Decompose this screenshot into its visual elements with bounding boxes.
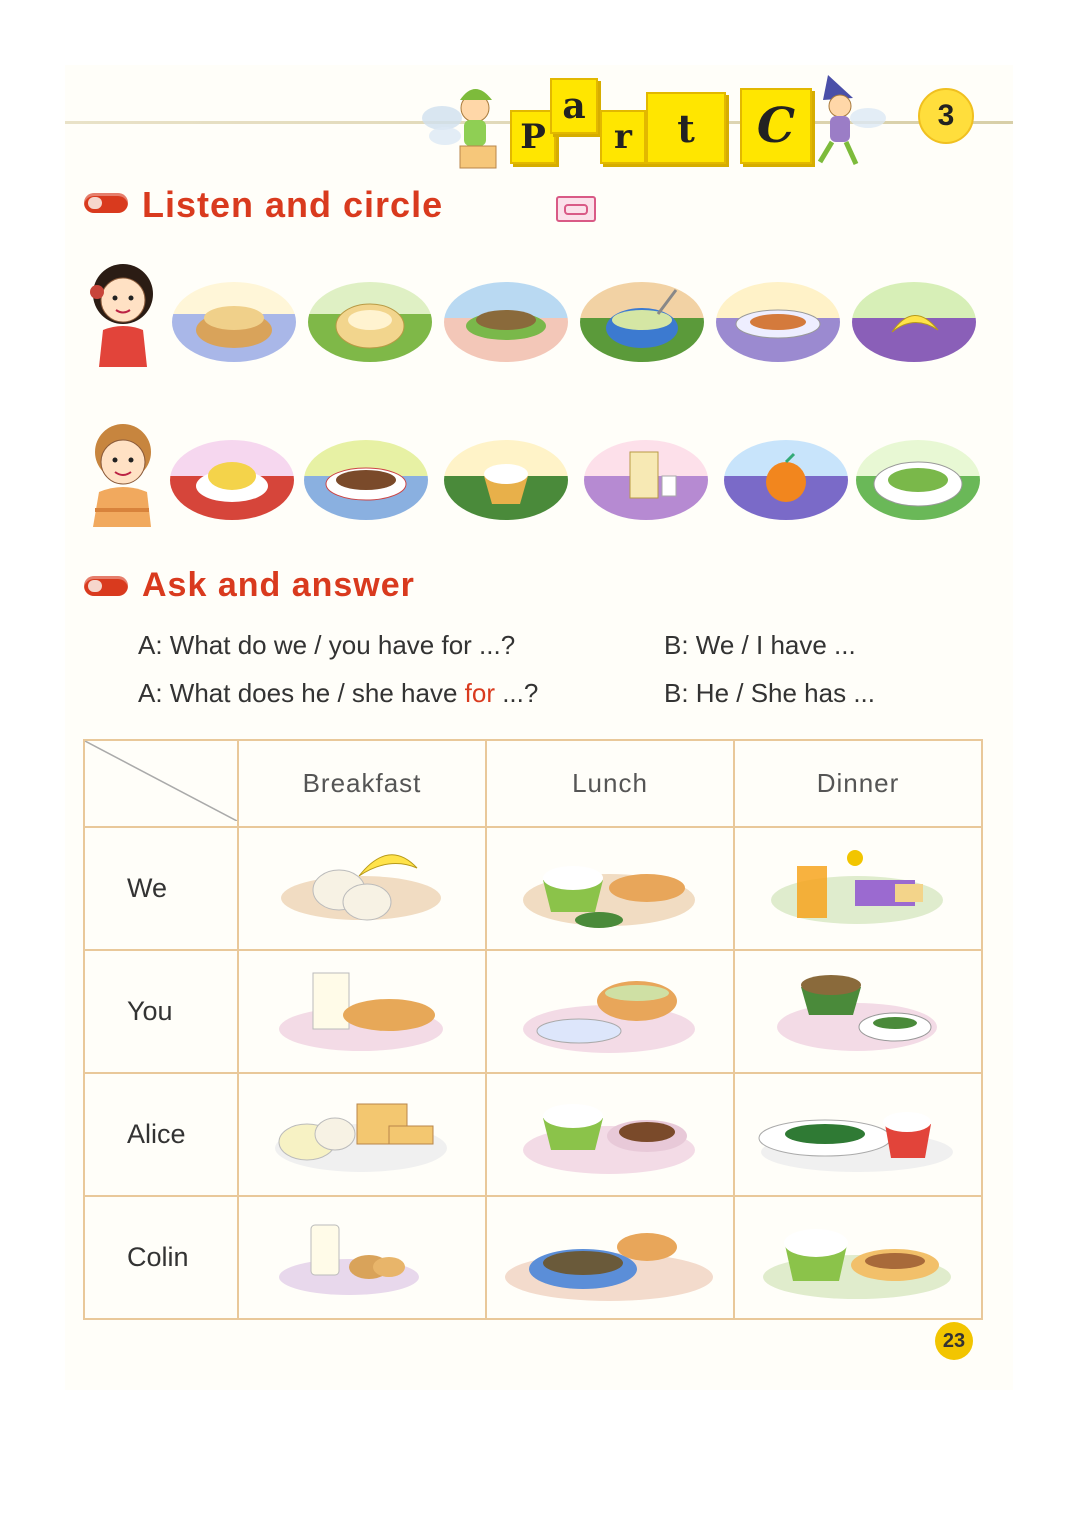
orange-icon[interactable] [724,440,848,520]
table-header-row [84,740,982,827]
table-row [84,950,982,1073]
section-title-listen: Listen and circle [142,184,444,225]
column-header: Dinner [734,740,982,827]
rice-fish-vegetables-icon [487,828,733,944]
bread-basket-icon[interactable] [172,282,296,362]
noodles-vegetables-icon [735,951,981,1067]
dumplings-soup-icon [487,951,733,1067]
food-cell [486,1073,734,1196]
letter-block-c: C [740,88,812,164]
noodles-icon[interactable] [444,282,568,362]
row-label: You [84,950,238,1073]
column-header: Breakfast [238,740,486,827]
milk-bread-icon [239,951,485,1067]
highlight-for: for [464,678,495,708]
vegetables-icon[interactable] [856,440,980,520]
eggs-bananas-icon [239,828,485,944]
unit-badge: 3 [918,88,974,144]
fairy-right-icon [798,70,888,170]
food-cell [486,827,734,950]
cassette-tape-icon [556,196,596,222]
milk-icon[interactable] [584,440,708,520]
dumplings-icon[interactable] [308,282,432,362]
table-row [84,1073,982,1196]
food-cell [238,827,486,950]
fairy-left-icon [420,78,520,173]
food-cell [734,827,982,950]
food-cell [238,1196,486,1319]
girl-avatar [85,252,157,367]
boy-avatar [85,412,157,527]
food-cell [486,1196,734,1319]
page-number: 23 [935,1322,973,1360]
dialog-question-2: A: What does he / she have for ...? [138,678,539,708]
milk-cake-icon [239,1197,485,1313]
eggs-bread-icon [239,1074,485,1190]
dialog-answer-1: B: We / I have ... [664,630,856,660]
section-bullet-icon [84,193,128,213]
dialog-question-1: A: What do we / you have for ...? [138,630,516,660]
soup-icon[interactable] [580,282,704,362]
part-c-banner [420,70,890,180]
chicken-icon[interactable] [170,440,294,520]
food-cell [734,1073,982,1196]
rice-fish-icon [735,1197,981,1313]
vegetables-rice-icon [735,1074,981,1190]
food-cell [238,1073,486,1196]
meal-table [83,739,983,1320]
letter-block-r: r [600,110,646,164]
section-title-ask: Ask and answer [142,566,415,604]
meat-icon[interactable] [304,440,428,520]
corner-cell [84,740,238,827]
banana-icon[interactable] [852,282,976,362]
row-label: Colin [84,1196,238,1319]
food-cell [238,950,486,1073]
fish-icon[interactable] [716,282,840,362]
row-label: We [84,827,238,950]
food-cell [486,950,734,1073]
rice-fish-icon [487,1074,733,1190]
dialog-answer-2: B: He / She has ... [664,678,875,708]
juice-cake-icon [735,828,981,944]
table-row [84,1196,982,1319]
letter-block-t: t [646,92,726,164]
column-header: Lunch [486,740,734,827]
noodles-chicken-icon [487,1197,733,1313]
table-row [84,827,982,950]
row-label: Alice [84,1073,238,1196]
food-cell [734,950,982,1073]
letter-block-p: P [510,110,556,164]
section-bullet-icon [84,576,128,596]
food-cell [734,1196,982,1319]
letter-block-a: a [550,78,598,134]
rice-icon[interactable] [444,440,568,520]
